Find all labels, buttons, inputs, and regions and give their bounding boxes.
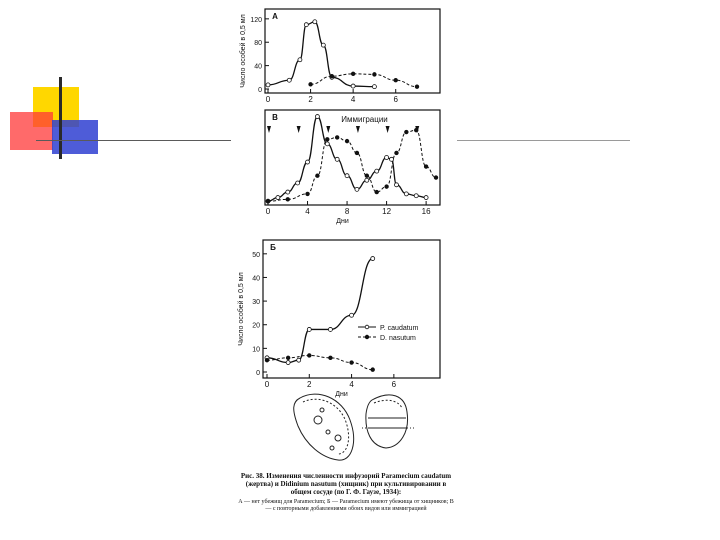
data-point-prey [296,181,300,185]
immigration-arrow [386,126,390,133]
legend-label: D. nasutum [380,335,416,342]
panel-a [239,9,440,104]
data-point-predator [405,130,409,134]
data-point-prey [345,174,349,178]
legend-marker [365,335,369,339]
panel-letter: В [272,113,278,122]
series-line-predator [268,130,436,201]
data-point-prey [371,257,375,261]
data-point-prey [365,178,369,182]
data-point-prey [351,84,355,88]
data-point-predator [365,174,369,178]
y-tick-label: 0 [256,370,260,377]
data-point-prey [313,20,317,24]
data-point-predator [385,185,389,189]
data-point-predator [335,136,339,140]
data-point-predator [394,78,398,82]
x-tick-label: 0 [265,95,271,104]
x-axis-label: Дни [335,391,348,398]
data-point-prey [424,196,428,200]
data-point-prey [335,157,339,161]
data-point-prey [385,156,389,160]
data-point-predator [330,74,334,78]
x-axis-label: Дни [336,218,349,225]
x-tick-label: 8 [344,207,350,216]
data-point-prey [287,78,291,82]
panel-b [237,240,440,398]
immigration-label: Иммиграции [341,115,388,124]
data-point-prey [321,43,325,47]
data-point-prey [372,85,376,89]
data-point-prey [266,83,270,87]
y-tick-label: 20 [252,322,260,330]
series-line-prey [267,259,373,363]
data-point-prey [328,327,332,331]
y-tick-label: 120 [250,16,262,24]
y-tick-label: 40 [254,63,262,71]
data-point-prey [304,23,308,27]
x-tick-label: 0 [264,380,270,389]
data-point-prey [375,169,379,173]
data-point-prey [286,190,290,194]
x-tick-label: 4 [350,95,356,104]
figure-caption [236,472,456,513]
paramecium-illustration [294,394,354,460]
y-tick-label: 50 [252,251,260,259]
series-line-predator [311,74,417,87]
cell-illustrations [294,394,414,460]
x-tick-label: 2 [308,95,313,104]
series-line-prey [268,117,426,202]
data-point-predator [286,356,290,360]
x-tick-label: 4 [349,380,354,389]
data-point-prey [276,196,280,200]
data-point-predator [434,176,438,180]
data-point-predator [350,361,354,365]
y-tick-label: 40 [252,275,260,283]
data-point-prey [286,361,290,365]
immigration-arrow [356,126,360,133]
y-tick-label: 80 [254,40,262,48]
data-point-prey [315,115,319,119]
data-point-predator [309,83,313,87]
data-point-predator [325,138,329,142]
caption-note: А — нет убежищ для Paramecium; Б — Paramecium имеют убежища от хищников; В — с повторными добавлениями обоих видов или иммиграцией [238,499,454,513]
data-point-predator [395,151,399,155]
data-point-prey [307,327,311,331]
data-point-predator [286,198,290,202]
x-tick-label: 4 [305,207,310,216]
data-point-predator [355,151,359,155]
data-point-prey [298,58,302,62]
data-point-predator [373,73,377,77]
x-tick-label: 12 [382,207,392,216]
data-point-prey [297,358,301,362]
series-line-prey [268,22,374,87]
data-point-predator [424,165,428,169]
x-tick-label: 16 [421,207,431,216]
data-point-prey [414,194,418,198]
didinium-illustration [362,395,414,448]
legend-marker [365,325,369,329]
y-axis-label: Число особей в 0,5 мл [240,14,247,88]
data-point-predator [265,358,269,362]
immigration-arrow [326,126,330,133]
data-point-predator [307,354,311,358]
y-tick-label: 30 [252,299,260,307]
data-point-predator [316,174,320,178]
data-point-predator [266,199,270,203]
panel-letter: Б [270,243,276,252]
x-tick-label: 6 [391,380,397,389]
data-point-prey [306,160,310,164]
x-tick-label: 0 [265,207,271,216]
caption-main: Рис. 38. Изменения численности инфузорий Paramecium caudatum (жертва) и Didinium nasutum (хищник) при культивировании в общем сосуде (по Г. Ф. Гаузе, 1934): [240,472,452,497]
panel-v [265,110,440,225]
data-point-prey [355,187,359,191]
y-tick-label: 0 [258,87,262,94]
data-point-prey [350,313,354,317]
data-point-predator [329,356,333,360]
immigration-arrow [297,126,301,133]
data-point-predator [375,190,379,194]
panel-letter: А [272,12,278,21]
y-axis-label: Число особей в 0,5 мл [238,272,245,346]
data-point-predator [351,72,355,76]
data-point-predator [306,192,310,196]
data-point-predator [415,85,419,89]
data-point-prey [394,183,398,187]
data-point-predator [345,139,349,143]
x-tick-label: 2 [307,380,312,389]
x-tick-label: 6 [393,95,398,104]
immigration-arrow [267,126,271,133]
y-tick-label: 10 [252,346,260,354]
data-point-predator [414,128,418,132]
legend-label: P. caudatum [380,325,419,332]
data-point-predator [371,368,375,372]
data-point-prey [404,192,408,196]
data-point-prey [325,142,329,146]
